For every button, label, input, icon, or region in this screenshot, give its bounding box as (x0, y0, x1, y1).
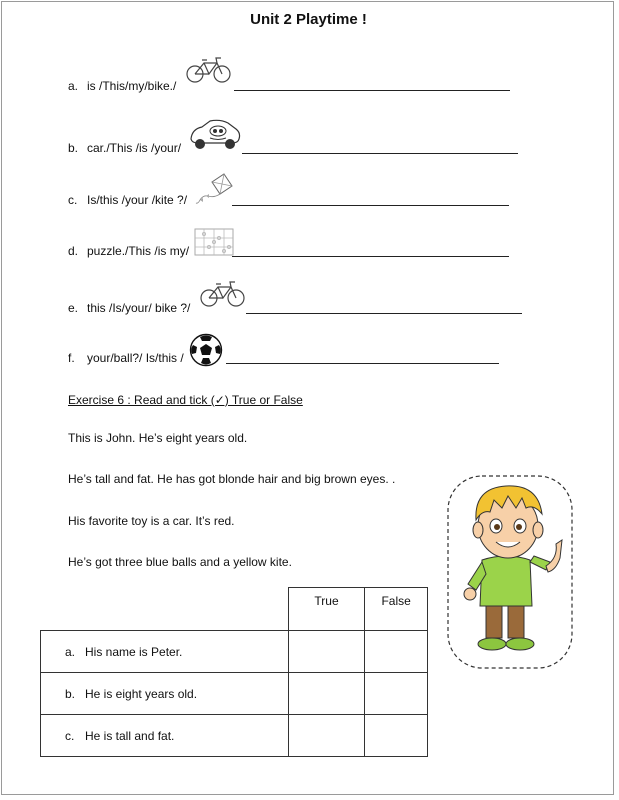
statement-text: He is eight years old. (85, 686, 198, 701)
reading-sentence: He’s tall and fat. He has got blonde hair and big brown eyes. . (68, 472, 396, 486)
boy-illustration (446, 474, 574, 670)
true-tick-cell[interactable] (288, 673, 365, 715)
bicycle-icon (200, 280, 246, 308)
item-d (68, 244, 189, 258)
false-tick-cell[interactable] (365, 715, 428, 757)
true-false-table (40, 587, 428, 757)
empty-header-cell (41, 588, 289, 631)
item-text: Is/this /your /kite ?/ (87, 193, 188, 207)
boy-picture (446, 474, 574, 670)
answer-line-d[interactable] (232, 256, 509, 257)
statement-cell (41, 631, 289, 673)
bicycle-icon (186, 56, 232, 84)
item-text: car./This /is /your/ (87, 141, 182, 155)
item-letter: a. (68, 79, 79, 93)
reading-sentence: This is John. He’s eight years old. (68, 431, 248, 445)
table-row (41, 715, 428, 757)
item-text: your/ball?/ Is/this / (87, 351, 184, 365)
true-tick-cell[interactable] (288, 631, 365, 673)
statement-cell (41, 673, 289, 715)
answer-line-a[interactable] (234, 90, 510, 91)
item-letter: f. (68, 351, 75, 365)
item-letter: e. (68, 301, 79, 315)
false-tick-cell[interactable] (365, 673, 428, 715)
item-text: this /Is/your/ bike ?/ (87, 301, 191, 315)
puzzle-icon (194, 228, 234, 256)
false-header: False (365, 588, 428, 631)
false-tick-cell[interactable] (365, 631, 428, 673)
item-letter: c. (68, 193, 78, 207)
answer-line-e[interactable] (246, 313, 522, 314)
item-b (68, 141, 181, 155)
answer-line-c[interactable] (232, 205, 509, 206)
item-f (68, 351, 184, 365)
statement-text: His name is Peter. (85, 644, 183, 659)
item-a (68, 79, 176, 93)
true-header: True (288, 588, 365, 631)
item-letter: d. (68, 244, 79, 258)
item-text: is /This/my/bike./ (87, 79, 177, 93)
kite-icon (194, 172, 234, 208)
table-row (41, 631, 428, 673)
reading-sentence: His favorite toy is a car. It’s red. (68, 514, 235, 528)
reading-sentence: He’s got three blue balls and a yellow kite. (68, 555, 292, 569)
answer-line-f[interactable] (226, 363, 499, 364)
statement-letter: b. (65, 686, 76, 701)
toy-car-icon (188, 117, 242, 151)
soccer-ball-icon (188, 333, 224, 367)
statement-cell (41, 715, 289, 757)
exercise-6-heading: Exercise 6 : Read and tick (✓) True or False (68, 393, 303, 407)
answer-line-b[interactable] (242, 153, 518, 154)
item-c (68, 193, 187, 207)
table-row (41, 673, 428, 715)
statement-letter: c. (65, 728, 75, 743)
item-e (68, 301, 190, 315)
item-letter: b. (68, 141, 79, 155)
statement-text: He is tall and fat. (85, 728, 175, 743)
true-tick-cell[interactable] (288, 715, 365, 757)
table-header-row (41, 588, 428, 631)
statement-letter: a. (65, 644, 76, 659)
item-text: puzzle./This /is my/ (87, 244, 190, 258)
worksheet-title: Unit 2 Playtime ! (250, 11, 367, 28)
